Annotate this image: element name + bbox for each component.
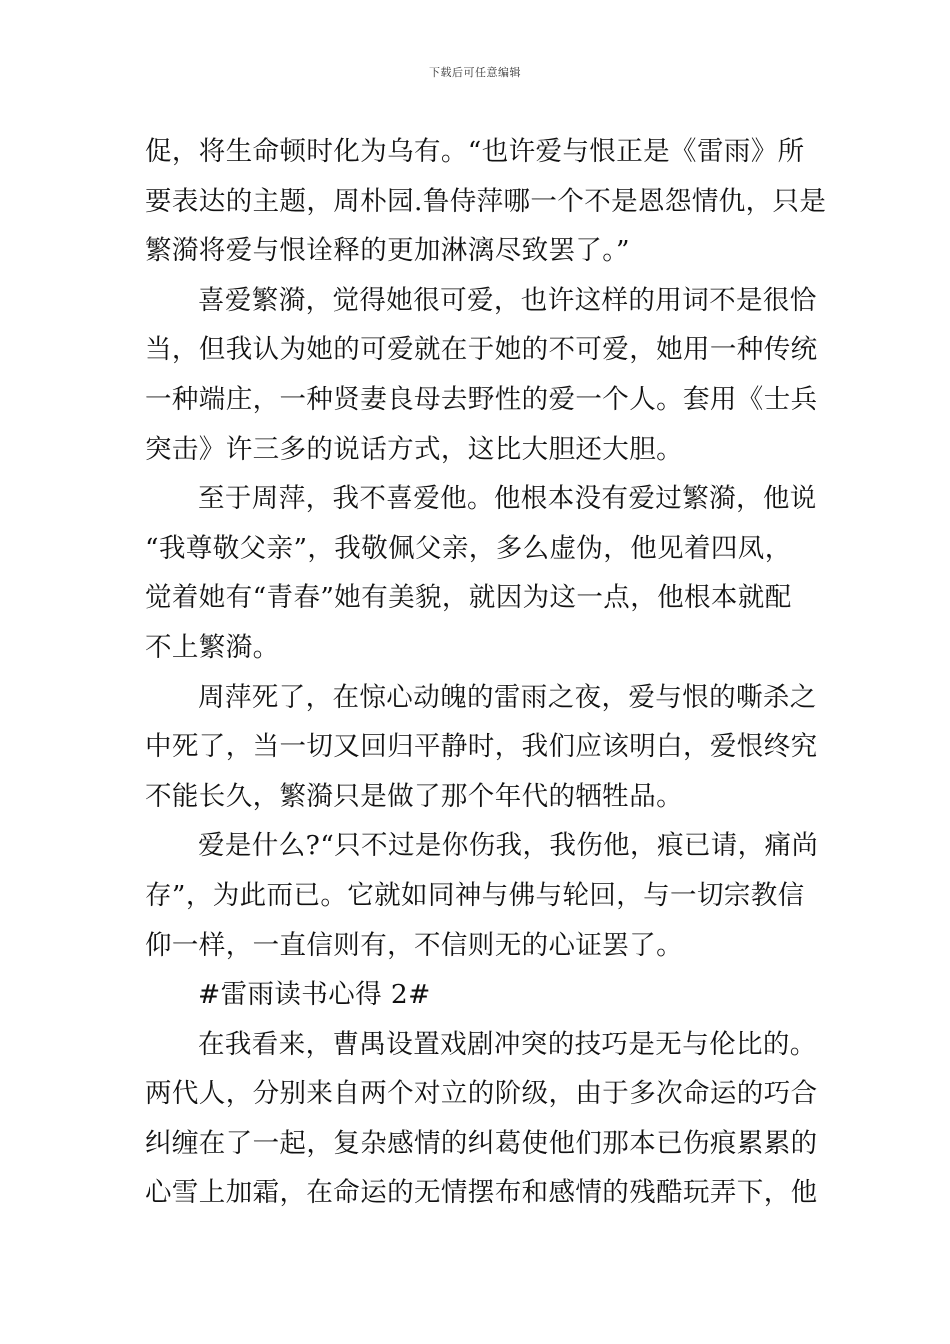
text-line: “我尊敬父亲”，我敬佩父亲，多么虚伪，他见着四凤， <box>145 532 792 564</box>
text-line: 心雪上加霜，在命运的无情摆布和感情的残酷玩弄下，他 <box>145 1177 818 1209</box>
text-line: 仰一样，一直信则有，不信则无的心证罢了。 <box>145 929 683 961</box>
text-line: 存”，为此而已。它就如同神与佛与轮回，与一切宗教信 <box>145 879 805 911</box>
paragraph-start-line: 至于周萍，我不喜爱他。他根本没有爱过繁漪，他说 <box>198 483 817 515</box>
text-line: 突击》许三多的说话方式，这比大胆还大胆。 <box>145 433 683 465</box>
paragraph-start-line: 在我看来，曹禺设置戏剧冲突的技巧是无与伦比的。 <box>198 1028 817 1060</box>
text-line: 觉着她有“青春”她有美貌，就因为这一点，他根本就配 <box>145 582 792 614</box>
text-line: 当，但我认为她的可爱就在于她的不可爱，她用一种传统 <box>145 334 818 366</box>
page-header: 下载后可任意编辑 <box>429 66 521 79</box>
text-line: 两代人，分别来自两个对立的阶级，由于多次命运的巧合 <box>145 1078 818 1110</box>
text-line: 促，将生命顿时化为乌有。“也许爱与恨正是《雷雨》所 <box>145 136 805 167</box>
text-line: 纠缠在了一起，复杂感情的纠葛使他们那本已伤痕累累的 <box>145 1127 818 1159</box>
paragraph-start-line: 周萍死了，在惊心动魄的雷雨之夜，爱与恨的嘶杀之 <box>198 681 817 713</box>
text-line: 中死了，当一切又回归平静时，我们应该明白，爱恨终究 <box>145 731 818 763</box>
paragraph-start-line: 喜爱繁漪，觉得她很可爱，也许这样的用词不是很恰 <box>198 284 817 316</box>
section-heading: #雷雨读书心得 2# <box>198 979 431 1011</box>
text-line: 一种端庄，一种贤妻良母去野性的爱一个人。套用《士兵 <box>145 383 818 415</box>
body-text <box>145 127 827 1218</box>
text-line: 繁漪将爱与恨诠释的更加淋漓尽致罢了。” <box>145 235 630 267</box>
text-line: 不能长久，繁漪只是做了那个年代的牺牲品。 <box>145 780 683 812</box>
paragraph-start-line: 爱是什么?“只不过是你伤我，我伤他，痕已请，痛尚 <box>198 830 819 862</box>
text-line: 不上繁漪。 <box>145 631 280 663</box>
text-line: 要表达的主题，周朴园.鲁侍萍哪一个不是恩怨情仇，只是 <box>145 185 827 217</box>
